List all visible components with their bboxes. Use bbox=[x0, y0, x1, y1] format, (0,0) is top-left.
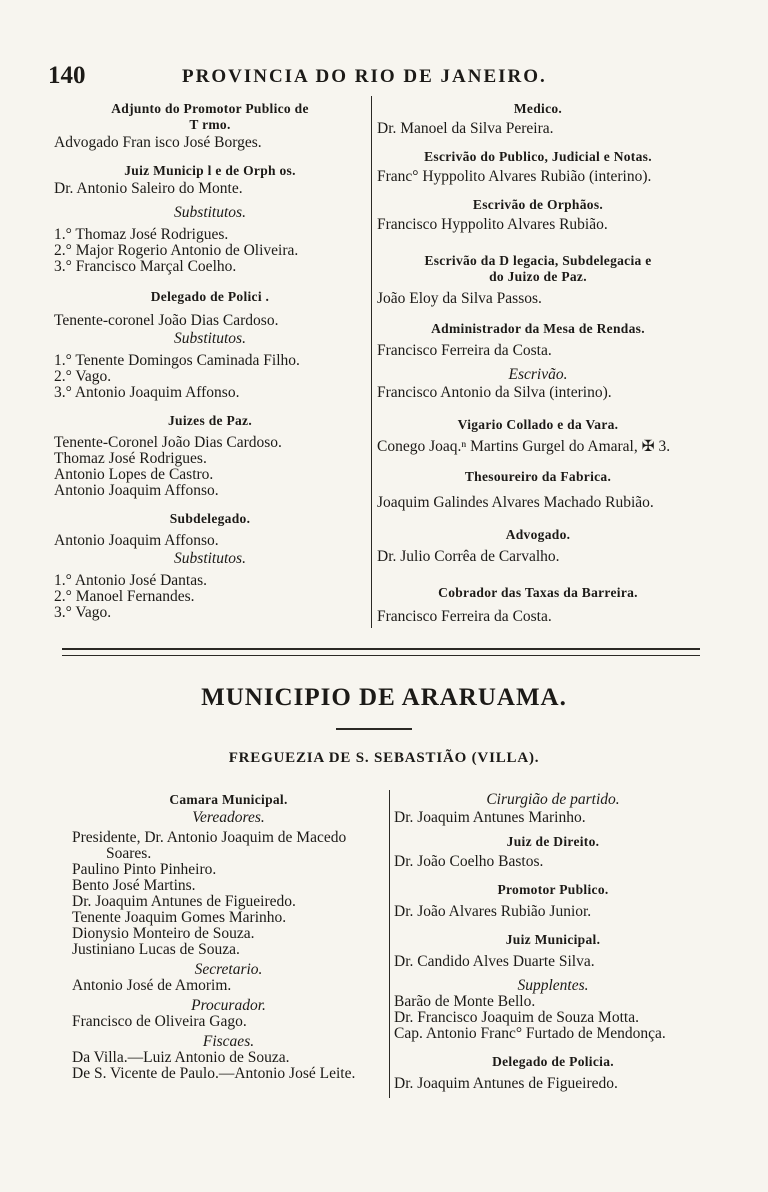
entry-line: Antonio José de Amorim. bbox=[72, 977, 232, 994]
entry-line: Joaquim Galindes Alvares Machado Rubião. bbox=[377, 494, 654, 511]
section-heading: do Juizo de Paz. bbox=[489, 269, 587, 284]
entry-line: Dionysio Monteiro de Souza. bbox=[72, 925, 255, 942]
section-heading: Medico. bbox=[513, 101, 563, 116]
entry-line: Dr. João Coelho Bastos. bbox=[394, 853, 544, 870]
entry-line: Advogado Fran isco José Borges. bbox=[54, 134, 262, 151]
section-heading: Escrivão do Publico, Judicial e Notas. bbox=[424, 149, 652, 164]
section-heading: Escrivão de Orphãos. bbox=[472, 197, 604, 212]
entry-line: Francisco Ferreira da Costa. bbox=[377, 608, 552, 625]
entry-line: João Eloy da Silva Passos. bbox=[377, 290, 542, 307]
entry-line: Francisco de Oliveira Gago. bbox=[72, 1013, 247, 1030]
subheading: Fiscaes. bbox=[202, 1033, 255, 1050]
title-underline bbox=[336, 728, 412, 733]
entry-line: Dr. Joaquim Antunes Marinho. bbox=[394, 809, 586, 826]
section-heading: Juiz Municip l e de Orph os. bbox=[124, 163, 296, 178]
section-separator bbox=[62, 648, 700, 656]
entry-line: Tenente-coronel João Dias Cardoso. bbox=[54, 312, 279, 329]
entry-line: Bento José Martins. bbox=[72, 877, 196, 894]
entry-line: Cap. Antonio Franc° Furtado de Mendonça. bbox=[394, 1025, 666, 1042]
entry-line: Justiniano Lucas de Souza. bbox=[72, 941, 240, 958]
entry-line: 2.° Manoel Fernandes. bbox=[54, 588, 195, 605]
entry-line: Francisco Hyppolito Alvares Rubião. bbox=[377, 216, 608, 233]
subheading: Procurador. bbox=[191, 997, 266, 1014]
freguezia-title: FREGUEZIA DE S. SEBASTIÃO (VILLA). bbox=[228, 750, 540, 766]
section-heading: Delegado de Polici . bbox=[150, 289, 270, 304]
entry-line: 1.° Thomaz José Rodrigues. bbox=[54, 226, 229, 243]
subheading: Substitutos. bbox=[174, 550, 246, 567]
entry-line: Dr. João Alvares Rubião Junior. bbox=[394, 903, 592, 920]
entry-line: Dr. Antonio Saleiro do Monte. bbox=[54, 180, 243, 197]
entry-line: Thomaz José Rodrigues. bbox=[54, 450, 207, 467]
entry-line: 3.° Francisco Marçal Coelho. bbox=[54, 258, 237, 275]
entry-line: Francisco Antonio da Silva (interino). bbox=[377, 384, 612, 401]
page-number: 140 bbox=[48, 62, 86, 89]
column-divider-1 bbox=[371, 96, 372, 628]
section-heading: Cobrador das Taxas da Barreira. bbox=[438, 585, 638, 600]
section-heading: Delegado de Policia. bbox=[492, 1054, 614, 1069]
section-heading: Adjunto do Promotor Publico de bbox=[111, 101, 309, 116]
entry-line: Dr. Joaquim Antunes de Figueiredo. bbox=[72, 893, 296, 910]
entry-line: Dr. Candido Alves Duarte Silva. bbox=[394, 953, 595, 970]
entry-line: Franc° Hyppolito Alvares Rubião (interino). bbox=[377, 168, 652, 185]
section-heading: Subdelegado. bbox=[169, 511, 251, 526]
section-heading: Juizes de Paz. bbox=[167, 413, 253, 428]
subheading: Secretario. bbox=[194, 961, 263, 978]
entry-line: Dr. Joaquim Antunes de Figueiredo. bbox=[394, 1075, 618, 1092]
section-heading: Administrador da Mesa de Rendas. bbox=[431, 321, 645, 336]
subheading: Supplentes. bbox=[517, 977, 589, 994]
subheading: Vereadores. bbox=[192, 809, 265, 826]
section-heading: Promotor Publico. bbox=[497, 882, 609, 897]
section-heading: Escrivão da D legacia, Subdelegacia e bbox=[424, 253, 652, 268]
running-title: PROVINCIA DO RIO DE JANEIRO. bbox=[182, 66, 547, 87]
entry-line: 1.° Antonio José Dantas. bbox=[54, 572, 208, 589]
entry-line: Tenente Joaquim Gomes Marinho. bbox=[72, 909, 287, 926]
page-header bbox=[48, 62, 728, 90]
entry-line: 2.° Major Rogerio Antonio de Oliveira. bbox=[54, 242, 299, 259]
entry-line: Antonio Lopes de Castro. bbox=[54, 466, 214, 483]
entry-line: Dr. Julio Corrêa de Carvalho. bbox=[377, 548, 560, 565]
entry-line: Tenente-Coronel João Dias Cardoso. bbox=[54, 434, 282, 451]
entry-line: Conego Joaq.ⁿ Martins Gurgel do Amaral, ✠ 3. bbox=[377, 438, 671, 455]
section-heading: Advogado. bbox=[505, 527, 571, 542]
section-heading: Vigario Collado e da Vara. bbox=[457, 417, 619, 432]
section-heading: T rmo. bbox=[189, 117, 231, 132]
entry-line: 1.° Tenente Domingos Caminada Filho. bbox=[54, 352, 300, 369]
subheading: Substitutos. bbox=[174, 330, 246, 347]
entry-line: Soares. bbox=[106, 845, 152, 862]
entry-line: 2.° Vago. bbox=[54, 368, 112, 385]
entry-line: Antonio Joaquim Affonso. bbox=[54, 482, 219, 499]
entry-line: Francisco Ferreira da Costa. bbox=[377, 342, 552, 359]
subheading: Escrivão. bbox=[508, 366, 568, 383]
entry-line: Dr. Francisco Joaquim de Souza Motta. bbox=[394, 1009, 639, 1026]
subheading: Cirurgião de partido. bbox=[486, 791, 620, 808]
entry-line: Barão de Monte Bello. bbox=[394, 993, 536, 1010]
municipio-title: MUNICIPIO DE ARARUAMA. bbox=[201, 684, 567, 711]
section-heading: Camara Municipal. bbox=[169, 792, 288, 807]
entry-line: Da Villa.—Luiz Antonio de Souza. bbox=[72, 1049, 290, 1066]
entry-line: Antonio Joaquim Affonso. bbox=[54, 532, 219, 549]
entry-line: 3.° Vago. bbox=[54, 604, 112, 621]
entry-line: De S. Vicente de Paulo.—Antonio José Leite. bbox=[72, 1065, 356, 1082]
entry-line: Dr. Manoel da Silva Pereira. bbox=[377, 120, 554, 137]
section-heading: Juiz Municipal. bbox=[505, 932, 601, 947]
column-divider-2 bbox=[389, 790, 390, 1098]
section-heading: Juiz de Direito. bbox=[506, 834, 600, 849]
section-heading: Thesoureiro da Fabrica. bbox=[464, 469, 612, 484]
entry-line: Paulino Pinto Pinheiro. bbox=[72, 861, 217, 878]
entry-line: 3.° Antonio Joaquim Affonso. bbox=[54, 384, 240, 401]
subheading: Substitutos. bbox=[174, 204, 246, 221]
entry-line: Presidente, Dr. Antonio Joaquim de Macedo bbox=[72, 829, 347, 846]
